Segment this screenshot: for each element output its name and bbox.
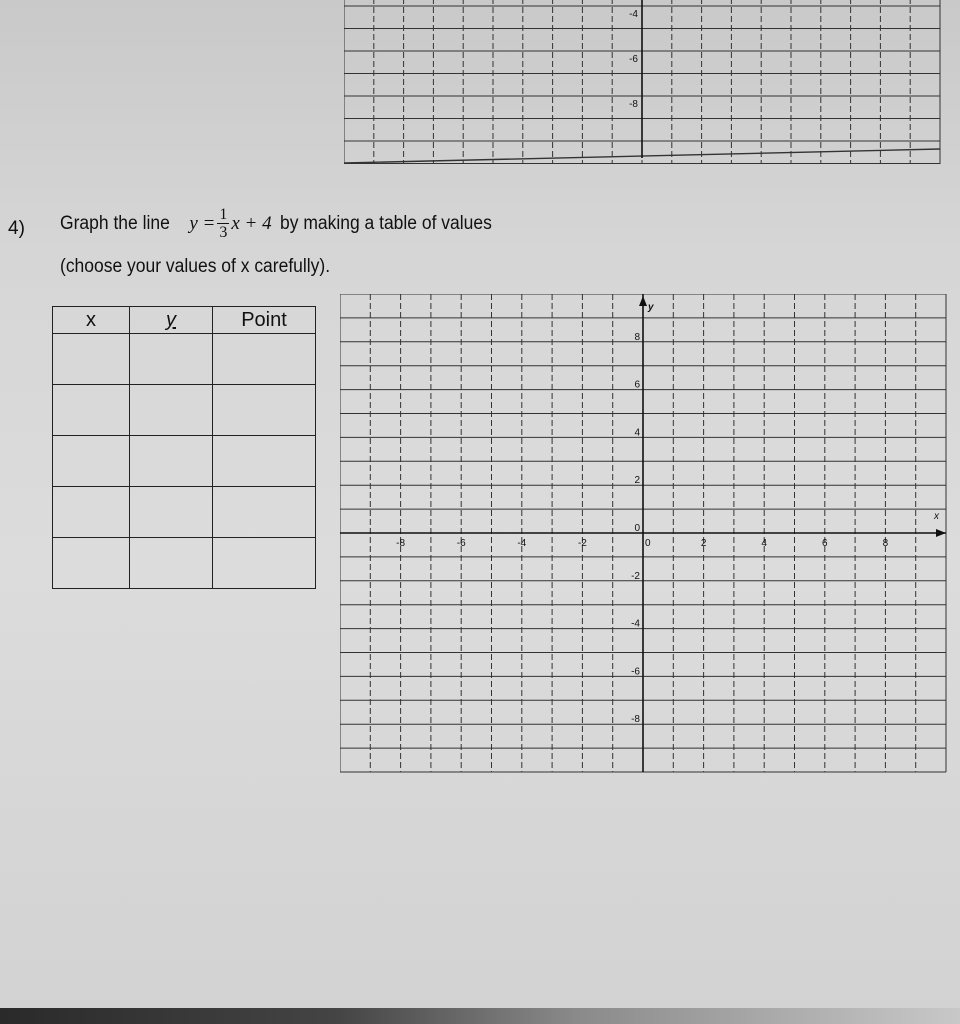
table-header-row: [53, 307, 316, 334]
fraction-numerator: 1: [219, 206, 228, 223]
cell-point[interactable]: [213, 538, 316, 589]
prev-y-tick-label: -8: [629, 99, 638, 110]
table-row: [53, 538, 316, 589]
cell-point[interactable]: [213, 436, 316, 487]
cell-point[interactable]: [213, 487, 316, 538]
x-tick-label: 8: [882, 538, 889, 549]
cell-y[interactable]: [130, 436, 213, 487]
problem-statement: [60, 206, 510, 241]
x-tick-label: 0: [645, 538, 651, 549]
table-row: [53, 334, 316, 385]
cell-x[interactable]: [53, 334, 130, 385]
x-tick-label: 2: [700, 538, 707, 549]
y-axis-label: y: [648, 302, 654, 313]
cell-point[interactable]: [213, 385, 316, 436]
x-tick-label: 4: [761, 538, 767, 549]
fraction-denominator: 3: [219, 224, 228, 241]
y-tick-label: -6: [631, 666, 640, 678]
cell-y[interactable]: [130, 385, 213, 436]
cell-y[interactable]: [130, 487, 213, 538]
x-tick-label: -4: [517, 538, 527, 549]
y-tick-label: -4: [631, 618, 640, 630]
cell-x[interactable]: [53, 487, 130, 538]
cell-y[interactable]: [130, 538, 213, 589]
table-row: [53, 385, 316, 436]
table-row: [53, 436, 316, 487]
header-point: Point: [213, 307, 316, 334]
coordinate-grid[interactable]: [340, 294, 952, 776]
y-tick-label: 8: [634, 331, 640, 343]
cell-x[interactable]: [53, 538, 130, 589]
x-tick-label: 6: [822, 538, 828, 549]
y-tick-label: 6: [634, 379, 640, 391]
y-tick-label: 4: [634, 427, 640, 439]
table-row: [53, 487, 316, 538]
equation-fraction: [217, 206, 229, 241]
equation-rhs: x + 4: [231, 212, 272, 234]
previous-problem-grid: [344, 0, 944, 166]
y-tick-label: -8: [631, 714, 640, 726]
x-tick-label: -8: [396, 538, 406, 549]
problem-text-after: by making a table of values: [279, 212, 492, 234]
page-edge-shadow: [0, 1008, 960, 1024]
cell-x[interactable]: [53, 385, 130, 436]
cell-x[interactable]: [53, 436, 130, 487]
line-equation: [189, 206, 271, 241]
y-tick-label: 0: [634, 523, 640, 534]
prev-y-tick-label: -6: [629, 54, 638, 65]
values-table: [52, 306, 316, 589]
cell-point[interactable]: [213, 334, 316, 385]
y-axis-arrow: [639, 296, 647, 306]
y-tick-label: 2: [634, 475, 640, 487]
problem-number: 4): [8, 218, 25, 239]
x-tick-label: -6: [456, 538, 466, 549]
problem-instruction: (choose your values of x carefully).: [60, 256, 331, 277]
header-x: x: [53, 307, 130, 334]
x-axis-label: x: [934, 511, 939, 522]
problem-text-before: Graph the line: [60, 212, 170, 234]
header-y: y: [130, 307, 213, 334]
prev-y-tick-label: -4: [629, 9, 638, 20]
y-tick-label: -2: [631, 570, 640, 582]
x-axis-arrow: [936, 529, 946, 537]
equation-lhs: y =: [189, 212, 216, 234]
cell-y[interactable]: [130, 334, 213, 385]
x-tick-label: -2: [577, 538, 587, 549]
